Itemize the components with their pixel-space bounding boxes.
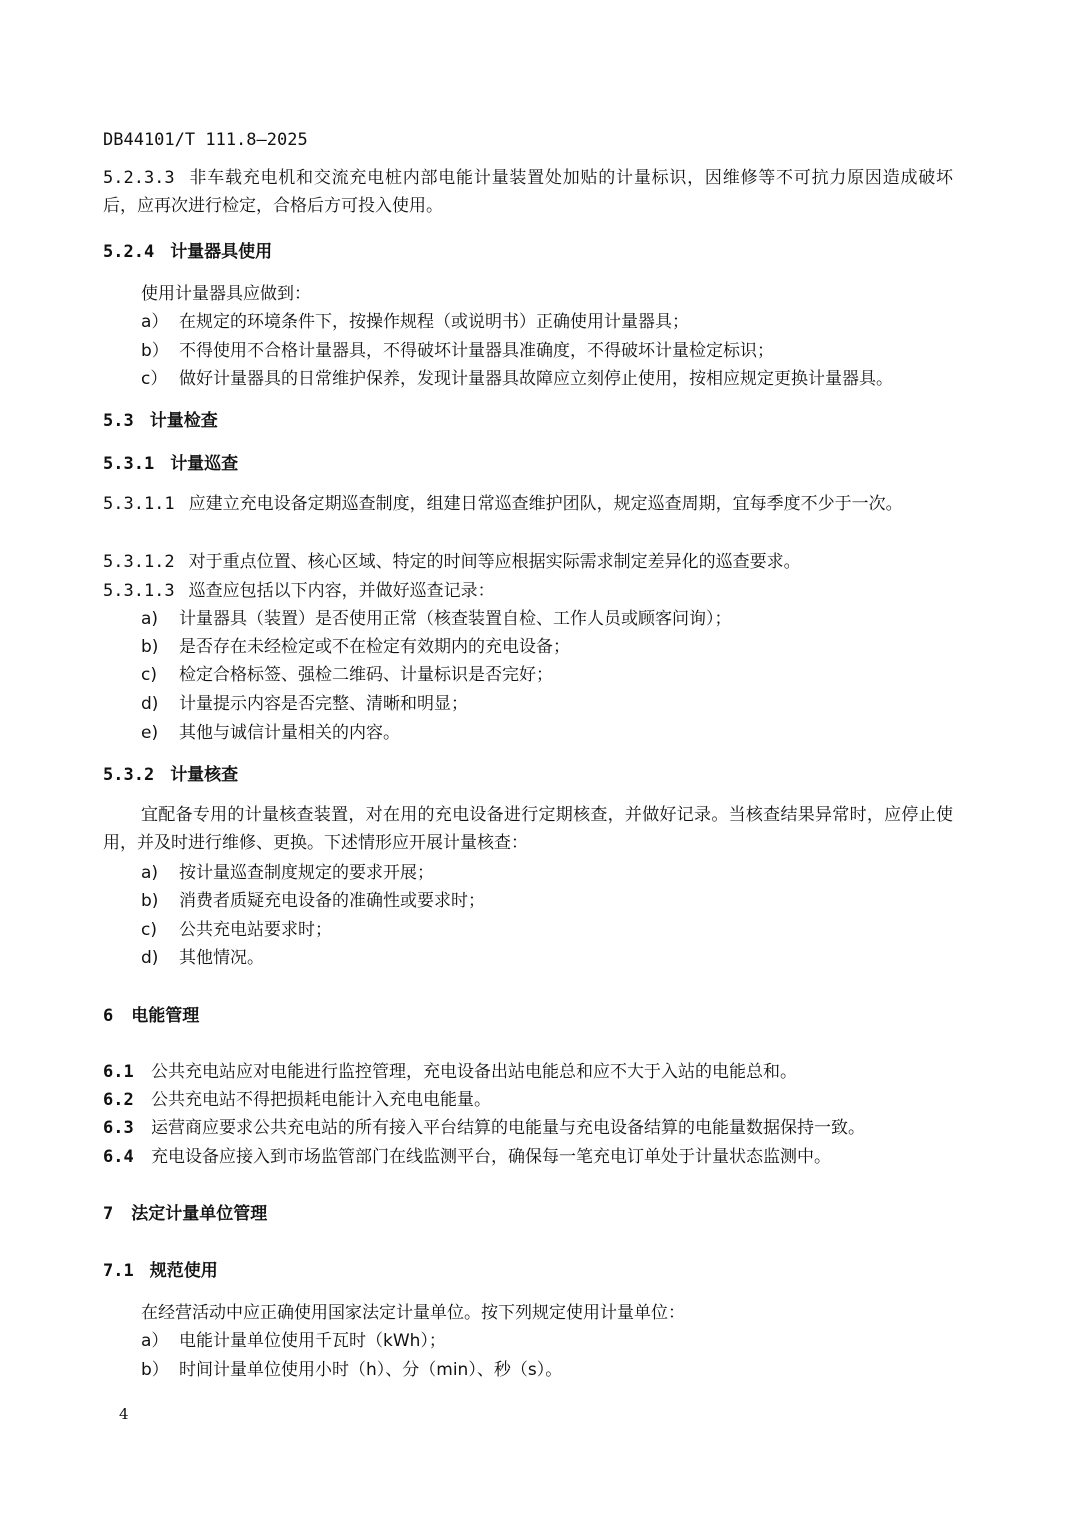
clause-5-3-1-1 — [103, 490, 953, 518]
list-item: d) 计量提示内容是否完整、清晰和明显； — [141, 694, 468, 714]
list-item: d) 其他情况。 — [141, 948, 264, 968]
heading-title: 规范使用 — [149, 1261, 218, 1281]
heading-5-3 — [103, 406, 218, 431]
clause-5-2-3-3 — [103, 164, 953, 220]
list-item: a) 计量器具（装置）是否使用正常（核查装置自检、工作人员或顾客问询）； — [141, 609, 732, 629]
clause-text: 应建立充电设备定期巡查制度，组建日常巡查维护团队，规定巡查周期，宜每季度不少于一次。 — [188, 494, 903, 514]
heading-number: 6 — [103, 1006, 114, 1026]
heading-6 — [103, 1001, 199, 1026]
heading-7 — [103, 1199, 267, 1224]
heading-title: 计量核查 — [170, 765, 239, 785]
list-item: a) 按计量巡查制度规定的要求开展； — [141, 863, 434, 883]
heading-title: 计量检查 — [149, 411, 218, 431]
clause-6-4: 6.4 充电设备应接入到市场监管部门在线监测平台，确保每一笔充电订单处于计量状态监测中。 — [103, 1147, 831, 1167]
clause-number: 5.3.1.2 — [103, 552, 175, 572]
heading-number: 5.3.2 — [103, 765, 155, 785]
clause-number: 5.2.3.3 — [103, 168, 175, 188]
clause-6-1: 6.1 公共充电站应对电能进行监控管理，充电设备出站电能总和应不大于入站的电能总和。 — [103, 1062, 797, 1082]
heading-title: 计量器具使用 — [170, 242, 273, 262]
heading-5-3-2 — [103, 760, 238, 785]
list-item: b） 不得使用不合格计量器具，不得破坏计量器具准确度，不得破坏计量检定标识； — [141, 341, 774, 361]
clause-text: 非车载充电机和交流充电桩内部电能计量装置处加贴的计量标识，因维修等不可抗力原因造成破坏后，应再次进行检定，合格后方可投入使用。 — [103, 168, 953, 216]
list-item: a） 在规定的环境条件下，按操作规程（或说明书）正确使用计量器具； — [141, 312, 689, 332]
heading-number: 7 — [103, 1204, 114, 1224]
clause-6-3: 6.3 运营商应要求公共充电站的所有接入平台结算的电能量与充电设备结算的电能量数据保持一致。 — [103, 1118, 865, 1138]
intro-5-3-2: 宜配备专用的计量核查装置，对在用的充电设备进行定期核查，并做好记录。当核查结果异常时，应停止使用，并及时进行维修、更换。下述情形应开展计量核查： — [103, 805, 953, 853]
heading-number: 5.3.1 — [103, 454, 155, 474]
list-item: b） 时间计量单位使用小时（h）、分（min）、秒（s）。 — [141, 1360, 563, 1380]
heading-5-3-1 — [103, 449, 238, 474]
heading-number: 7.1 — [103, 1261, 134, 1281]
heading-title: 计量巡查 — [170, 454, 239, 474]
list-item: c) 公共充电站要求时； — [141, 920, 332, 940]
clause-text: 巡查应包括以下内容，并做好巡查记录： — [188, 581, 495, 601]
document-id: DB44101/T 111.8—2025 — [103, 130, 308, 150]
heading-number: 5.3 — [103, 411, 134, 431]
heading-number: 5.2.4 — [103, 242, 155, 262]
list-item: e) 其他与诚信计量相关的内容。 — [141, 723, 400, 743]
clause-number: 5.3.1.1 — [103, 494, 175, 514]
list-item: c) 检定合格标签、强检二维码、计量标识是否完好； — [141, 665, 553, 685]
heading-title: 电能管理 — [131, 1006, 200, 1026]
intro-7-1: 在经营活动中应正确使用国家法定计量单位。按下列规定使用计量单位： — [141, 1303, 685, 1323]
clause-6-2: 6.2 公共充电站不得把损耗电能计入充电电能量。 — [103, 1090, 491, 1110]
list-item: a） 电能计量单位使用千瓦时（kWh）； — [141, 1331, 446, 1351]
clause-number: 5.3.1.3 — [103, 581, 175, 601]
heading-5-2-4 — [103, 237, 272, 262]
list-item: b) 消费者质疑充电设备的准确性或要求时； — [141, 891, 485, 911]
heading-7-1 — [103, 1256, 218, 1281]
clause-5-3-1-2 — [103, 547, 801, 572]
list-item: b) 是否存在未经检定或不在检定有效期内的充电设备； — [141, 637, 570, 657]
heading-title: 法定计量单位管理 — [131, 1204, 268, 1224]
page-number: 4 — [119, 1405, 129, 1423]
intro-5-2-4: 使用计量器具应做到： — [141, 284, 311, 304]
list-item: c） 做好计量器具的日常维护保养，发现计量器具故障应立刻停止使用，按相应规定更换计量器具。 — [141, 369, 893, 389]
clause-text: 对于重点位置、核心区域、特定的时间等应根据实际需求制定差异化的巡查要求。 — [188, 552, 801, 572]
clause-5-3-1-3 — [103, 576, 495, 601]
